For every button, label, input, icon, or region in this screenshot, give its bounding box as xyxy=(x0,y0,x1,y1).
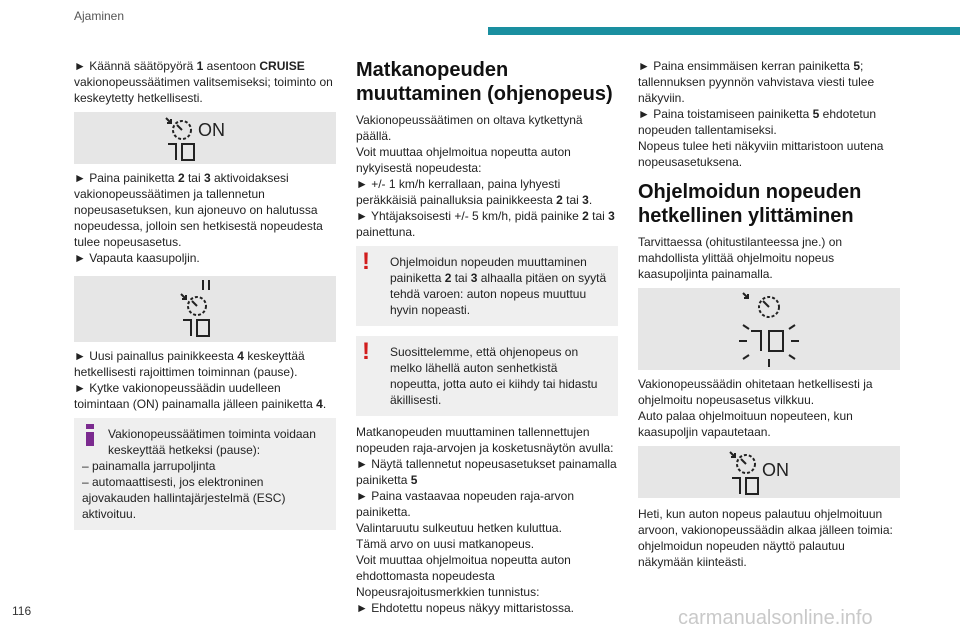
warning-box xyxy=(356,336,618,416)
paragraph: Auto palaa ohjelmoituun nopeuteen, kun kaasupoljin vapautetaan. xyxy=(638,409,853,439)
column-3 xyxy=(638,58,900,570)
paragraph: ► Paina painiketta 2 tai 3 aktivoidaksesi vakionopeussäätimen ja tallennetun nopeusasetuksen, kun ajoneuvo on halutussa nopeudessa, jolloin sen hetkisestä nopeudesta tulee nopeusasetus. xyxy=(74,171,323,249)
paragraph: Voit muuttaa ohjelmoitua nopeutta auton ehdottomasta nopeudesta Nopeusrajoitusmerkkien tunnistus: xyxy=(356,553,571,599)
paragraph: ► Käännä säätöpyörä 1 asentoon CRUISE vakionopeussäätimen valitsemiseksi; toiminto on keskeytetty hetkellisesti. xyxy=(74,59,333,105)
column-1 xyxy=(74,58,336,530)
info-item: – painamalla jarrupoljinta xyxy=(82,459,216,473)
paragraph: Vakionopeussäädin ohitetaan hetkellisesti ja ohjelmoitu nopeusasetus vilkkuu. xyxy=(638,377,873,407)
speed-exceeded-figure xyxy=(638,288,900,370)
paragraph: ► Vapauta kaasupoljin. xyxy=(74,251,200,265)
cruise-pause-figure xyxy=(74,276,336,342)
warning-text: Ohjelmoidun nopeuden muuttaminen painiketta 2 tai 3 alhaalla pitäen on syytä tehdä varoen: auton nopeus muuttuu hyvin nopeasti. xyxy=(390,255,607,317)
paragraph: Valintaruutu sulkeutuu hetken kuluttua. xyxy=(356,521,562,535)
info-item: – automaattisesti, jos elektroninen ajovakauden hallintajärjestelmä (ESC) aktivoituu. xyxy=(82,475,286,521)
paragraph: Heti, kun auton nopeus palautuu ohjelmoituun arvoon, vakionopeussäädin alkaa jälleen toimia: ohjelmoidun nopeuden näyttö palautuu näkymään kiinteästi. xyxy=(638,507,893,569)
section-heading: Ohjelmoidun nopeuden hetkellinen ylittäminen xyxy=(638,181,862,227)
column-2 xyxy=(356,58,618,616)
paragraph: ► +/- 1 km/h kerrallaan, paina lyhyesti peräkkäisiä painalluksia painikkeesta 2 tai 3. xyxy=(356,177,593,207)
page-number: 116 xyxy=(12,604,32,618)
watermark: carmanualsonline.info xyxy=(678,607,873,629)
paragraph: ► Yhtäjaksoisesti +/- 5 km/h, pidä painike 2 tai 3 painettuna. xyxy=(356,209,615,239)
section-heading: Matkanopeuden muuttaminen (ohjenopeus) xyxy=(356,59,613,105)
paragraph: ► Uusi painallus painikkeesta 4 keskeyttää hetkellisesti rajoittimen toiminnan (pause). xyxy=(74,349,305,379)
paragraph: ► Paina toistamiseen painiketta 5 ehdotetun nopeuden tallentamiseksi. xyxy=(638,107,877,137)
info-lead: Vakionopeussäätimen toiminta voidaan keskeyttää hetkeksi (pause): xyxy=(108,427,316,457)
paragraph: Voit muuttaa ohjelmoitua nopeutta auton nykyisestä nopeudesta: xyxy=(356,145,571,175)
header-accent-bar xyxy=(488,27,960,35)
speedometer-icon xyxy=(160,112,250,164)
svg-text:ON: ON xyxy=(198,120,225,140)
paragraph: ► Ehdotettu nopeus näkyy mittaristossa. xyxy=(356,601,574,615)
cruise-on-figure xyxy=(74,112,336,164)
paragraph: ► Paina vastaavaa nopeuden raja-arvon painiketta. xyxy=(356,489,575,519)
paragraph: ► Näytä tallennetut nopeusasetukset painamalla painiketta 5 xyxy=(356,457,617,487)
paragraph: Nopeus tulee heti näkyviin mittaristoon uutena nopeusasetuksena. xyxy=(638,139,884,169)
paragraph: Tarvittaessa (ohitustilanteessa jne.) on mahdollista ylittää ohjelmoitu nopeus kaasupoljinta painamalla. xyxy=(638,235,843,281)
cruise-resumed-figure xyxy=(638,446,900,498)
paragraph: ► Paina ensimmäisen kerran painiketta 5; tallennuksen pyynnön vahvistava viesti tulee näkyviin. xyxy=(638,59,875,105)
speedometer-flashing-icon xyxy=(729,289,809,369)
info-icon xyxy=(80,424,100,446)
warning-text: Suosittelemme, että ohjenopeus on melko lähellä auton senhetkistä nopeutta, jotta auto ei kiihdy tai hidastu äkillisesti. xyxy=(390,345,598,407)
warning-icon: ! xyxy=(362,248,370,275)
warning-icon: ! xyxy=(362,338,370,365)
paragraph: Vakionopeussäätimen on oltava kytkettynä päällä. xyxy=(356,113,583,143)
speedometer-icon xyxy=(724,446,814,498)
paragraph: Matkanopeuden muuttaminen tallennettujen nopeuden raja-arvojen ja kosketusnäytön avulla: xyxy=(356,425,614,455)
warning-box xyxy=(356,246,618,326)
header-title: Ajaminen xyxy=(74,9,125,23)
paragraph: ► Kytke vakionopeussäädin uudelleen toimintaan (ON) painamalla jälleen painiketta 4. xyxy=(74,381,327,411)
info-box xyxy=(74,418,336,530)
svg-text:ON: ON xyxy=(762,460,789,480)
paragraph: Tämä arvo on uusi matkanopeus. xyxy=(356,537,535,551)
speedometer-pause-icon xyxy=(175,278,235,340)
